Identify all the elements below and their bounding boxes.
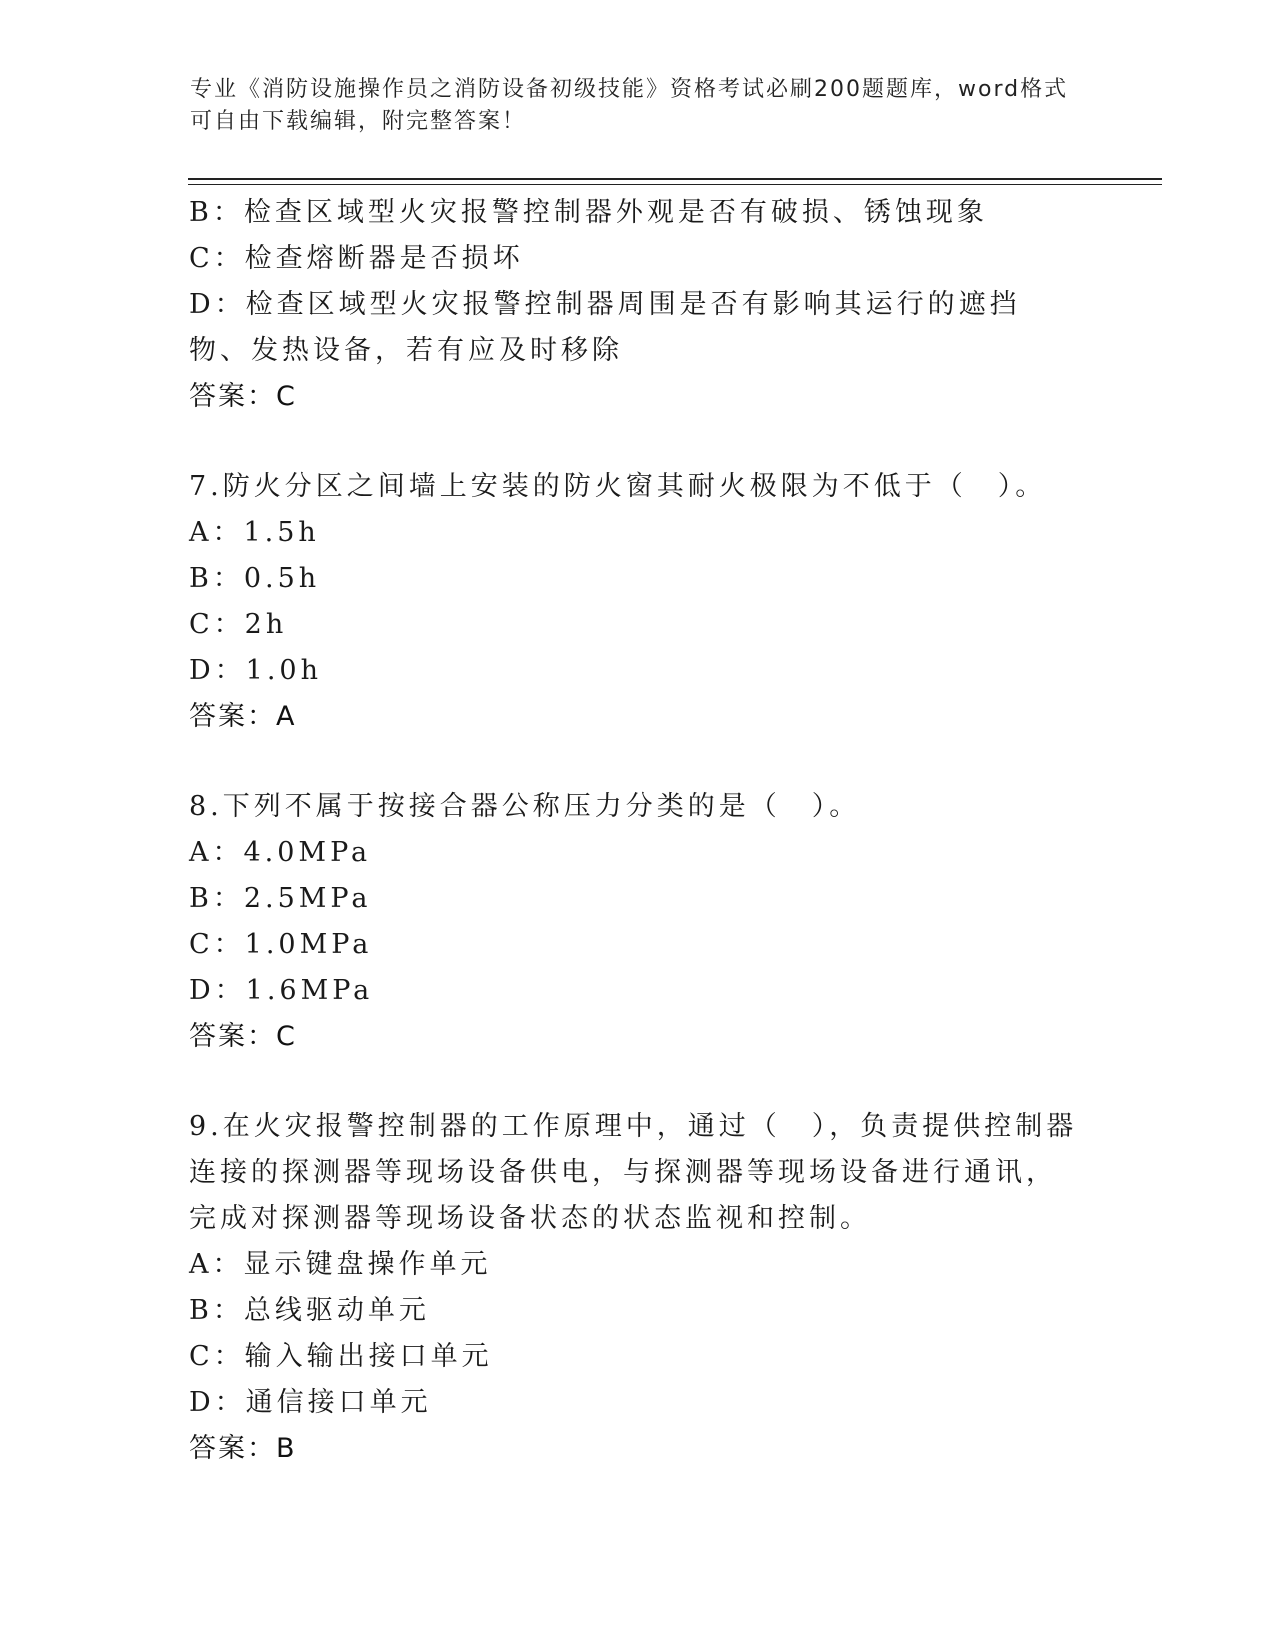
question-block-8	[189, 784, 1089, 1060]
option-d: D：1.0h	[189, 655, 322, 686]
option-b: B：2.5MPa	[189, 883, 372, 914]
option-a: A：4.0MPa	[189, 837, 372, 868]
spacer	[189, 740, 1089, 784]
question-stem: 9.在火灾报警控制器的工作原理中，通过（ ），负责提供控制器连接的探测器等现场设备供电，与探测器等现场设备进行通讯，完成对探测器等现场设备状态的状态监视和控制。	[189, 1111, 1078, 1234]
answer-label: 答案：A	[189, 701, 297, 732]
question-block-6	[189, 190, 1089, 420]
option-d: D：通信接口单元	[189, 1387, 432, 1418]
header-divider-thick	[188, 178, 1162, 180]
header-divider-thin	[188, 184, 1162, 185]
document-header: 专业《消防设施操作员之消防设备初级技能》资格考试必刷200题题库，word格式可自由下载编辑，附完整答案！	[190, 77, 1069, 134]
option-d: D：检查区域型火灾报警控制器周围是否有影响其运行的遮挡物、发热设备，若有应及时移除	[189, 289, 1021, 366]
option-b: B：检查区域型火灾报警控制器外观是否有破损、锈蚀现象	[189, 197, 988, 228]
question-content	[189, 190, 1089, 1472]
option-c: C：1.0MPa	[189, 929, 373, 960]
answer-label: 答案：C	[189, 1021, 297, 1052]
spacer	[189, 420, 1089, 464]
option-c: C：2h	[189, 609, 288, 640]
question-block-7	[189, 464, 1089, 740]
answer-label: 答案：B	[189, 1433, 297, 1464]
option-b: B：0.5h	[189, 563, 321, 594]
question-block-9	[189, 1104, 1089, 1472]
question-stem: 8.下列不属于按接合器公称压力分类的是（ ）。	[189, 791, 861, 822]
option-c: C：输入输出接口单元	[189, 1341, 493, 1372]
question-stem: 7.防火分区之间墙上安装的防火窗其耐火极限为不低于（ ）。	[189, 471, 1047, 502]
option-c: C：检查熔断器是否损坏	[189, 243, 524, 274]
option-a: A：显示键盘操作单元	[189, 1249, 492, 1280]
option-b: B：总线驱动单元	[189, 1295, 430, 1326]
option-d: D：1.6MPa	[189, 975, 374, 1006]
option-a: A：1.5h	[189, 517, 320, 548]
spacer	[189, 1060, 1089, 1104]
answer-label: 答案：C	[189, 381, 297, 412]
